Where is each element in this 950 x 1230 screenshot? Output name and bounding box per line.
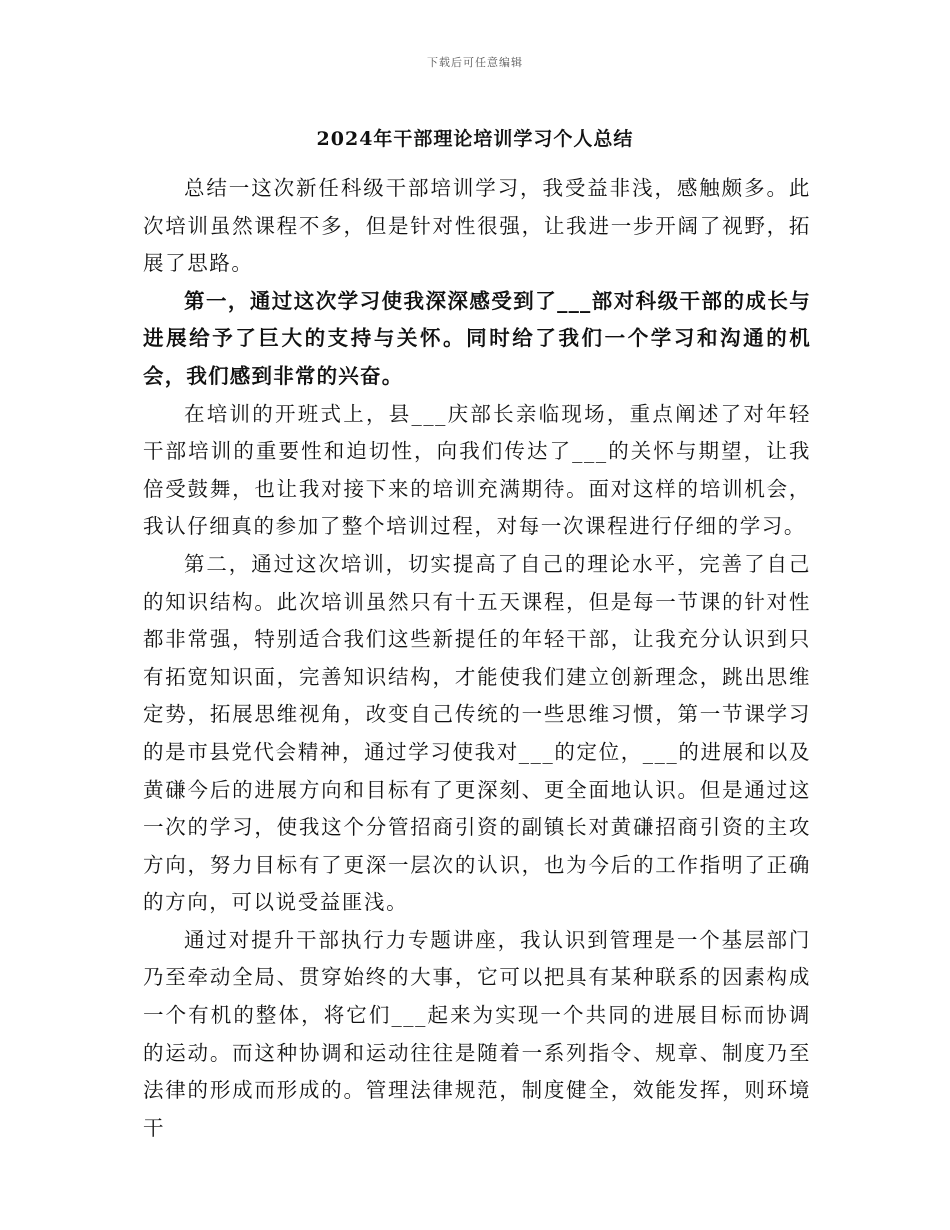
header-note: 下载后可任意编辑: [427, 56, 523, 69]
paragraph-second-point: 第二，通过这次培训，切实提高了自己的理论水平，完善了自己的知识结构。此次培训虽然只有十五天课程，但是每一节课的针对性都非常强，特别适合我们这些新提任的年轻干部，让我充分认识到只有拓宽知识面，完善知识结构，才能使我们建立创新理念，跳出思维定势，拓展思维视角，改变自己传统的一些思维习惯，第一节课学习的是市县党代会精神，通过学习使我对___的定位，___的进展和以及黄磏今后的进展方向和目标有了更深刻、更全面地认识。但是通过这一次的学习，使我这个分管招商引资的副镇长对黄磏招商引资的主攻方向，努力目标有了更深一层次的认识，也为今后的工作指明了正确的方向，可以说受益匪浅。: [143, 551, 811, 915]
paragraph-first-point: 第一，通过这次学习使我深深感受到了___部对科级干部的成长与进展给予了巨大的支持与关怀。同时给了我们一个学习和沟通的机会，我们感到非常的兴奋。: [143, 288, 811, 388]
document-title: 2024年干部理论培训学习个人总结: [316, 128, 634, 150]
document-body: [143, 170, 811, 1147]
paragraph-intro: 总结一这次新任科级干部培训学习，我受益非浅，感触颇多。此次培训虽然课程不多，但是针对性很强，让我进一步开阔了视野，拓展了思路。: [143, 176, 811, 276]
paragraph-opening-ceremony: 在培训的开班式上，县___庆部长亲临现场，重点阐述了对年轻干部培训的重要性和迫切性，向我们传达了___的关怀与期望，让我倍受鼓舞，也让我对接下来的培训充满期待。面对这样的培训机会，我认仔细真的参加了整个培训过程，对每一次课程进行仔细的学习。: [143, 401, 811, 539]
paragraph-execution-lecture: 通过对提升干部执行力专题讲座，我认识到管理是一个基层部门乃至牵动全局、贯穿始终的大事，它可以把具有某种联系的因素构成一个有机的整体，将它们___起来为实现一个共同的进展目标而协调的运动。而这种协调和运动往往是随着一系列指令、规章、制度乃至法律的形成而形成的。管理法律规范，制度健全，效能发挥，则环境干: [143, 927, 811, 1140]
